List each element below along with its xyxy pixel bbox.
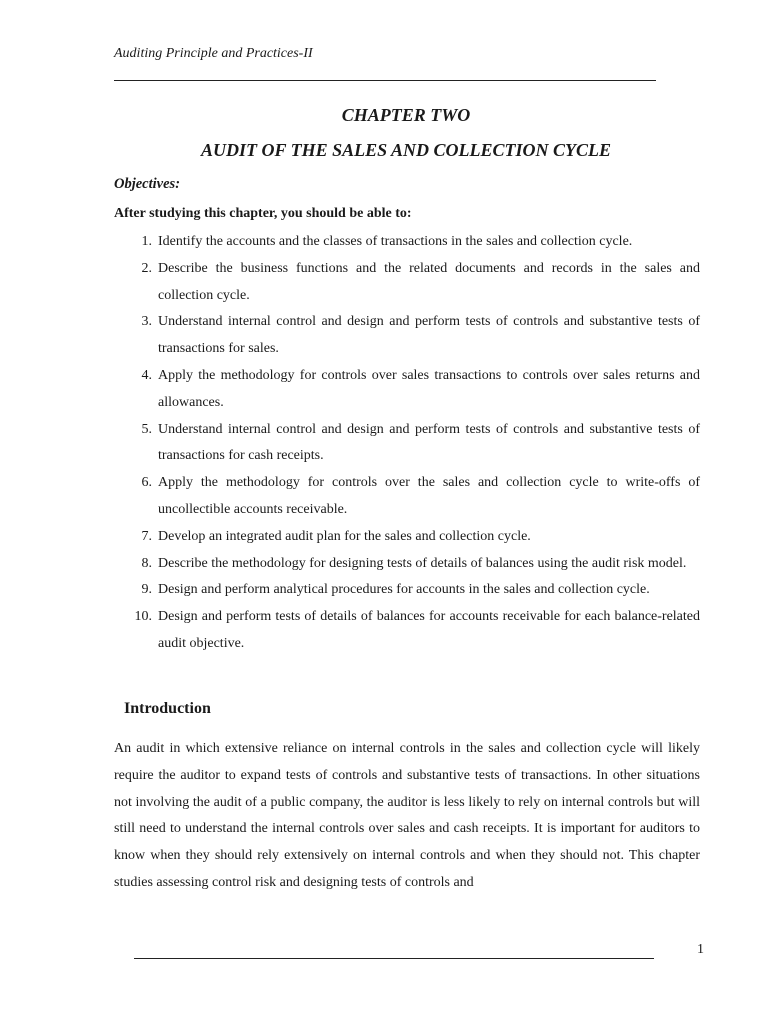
objective-number: 9. bbox=[141, 582, 152, 598]
objective-item bbox=[114, 256, 700, 310]
objective-text: Apply the methodology for controls over sales transactions to controls over sales returns and allowances. bbox=[158, 367, 700, 410]
objective-item bbox=[114, 524, 700, 551]
objective-item bbox=[114, 604, 700, 658]
objective-text: Describe the methodology for designing tests of details of balances using the audit risk model. bbox=[158, 555, 687, 571]
footer-divider bbox=[134, 958, 654, 959]
page-number: 1 bbox=[697, 942, 704, 957]
objective-number: 10. bbox=[134, 609, 152, 625]
objective-text: Apply the methodology for controls over the sales and collection cycle to write-offs of uncollectible accounts receivable. bbox=[158, 475, 700, 517]
objective-number: 6. bbox=[141, 475, 152, 491]
objective-item bbox=[114, 470, 700, 524]
objective-text: Design and perform tests of details of balances for accounts receivable for each balance-related audit objective. bbox=[158, 609, 700, 651]
objective-item bbox=[114, 551, 700, 578]
objective-text: Understand internal control and design and perform tests of controls and substantive tests of transactions for cash receipts. bbox=[158, 421, 700, 464]
objective-number: 1. bbox=[141, 234, 152, 249]
objective-number: 3. bbox=[141, 314, 152, 330]
objective-number: 2. bbox=[141, 260, 152, 276]
objective-text: Describe the business functions and the related documents and records in the sales and collection cycle. bbox=[158, 260, 700, 303]
objective-item bbox=[114, 363, 700, 417]
objective-item bbox=[114, 229, 700, 256]
objectives-heading: Objectives: bbox=[114, 176, 181, 192]
objectives-intro: After studying this chapter, you should be able to: bbox=[114, 206, 412, 221]
objective-item bbox=[114, 577, 700, 604]
objective-number: 4. bbox=[141, 367, 152, 383]
objective-number: 7. bbox=[141, 528, 152, 544]
objective-text: Understand internal control and design and perform tests of controls and substantive tests of transactions for sales. bbox=[158, 314, 700, 357]
objective-text: Develop an integrated audit plan for the sales and collection cycle. bbox=[158, 528, 531, 544]
objective-number: 5. bbox=[141, 421, 152, 437]
running-header-title: Auditing Principle and Practices-II bbox=[114, 46, 313, 61]
objectives-list bbox=[114, 229, 700, 658]
introduction-paragraph: An audit in which extensive reliance on internal controls in the sales and collection cycle will likely require the auditor to expand tests of controls and substantive tests of transactions. In other situations not involving the audit of a public company, the auditor is less likely to rely on internal controls but will still need to understand the internal controls over sales and cash receipts. It is important for auditors to know when they should rely extensively on internal controls and when they should not. This chapter studies assessing control risk and designing tests of controls and bbox=[114, 741, 700, 890]
chapter-number: CHAPTER TWO bbox=[341, 105, 471, 125]
objective-number: 8. bbox=[141, 555, 152, 571]
objective-item bbox=[114, 417, 700, 471]
header-divider bbox=[114, 80, 656, 81]
objective-text: Identify the accounts and the classes of transactions in the sales and collection cycle. bbox=[158, 234, 633, 249]
introduction-heading: Introduction bbox=[124, 700, 211, 717]
objective-item bbox=[114, 309, 700, 363]
chapter-title: AUDIT OF THE SALES AND COLLECTION CYCLE bbox=[200, 140, 612, 160]
objective-text: Design and perform analytical procedures for accounts in the sales and collection cycle. bbox=[158, 582, 650, 598]
